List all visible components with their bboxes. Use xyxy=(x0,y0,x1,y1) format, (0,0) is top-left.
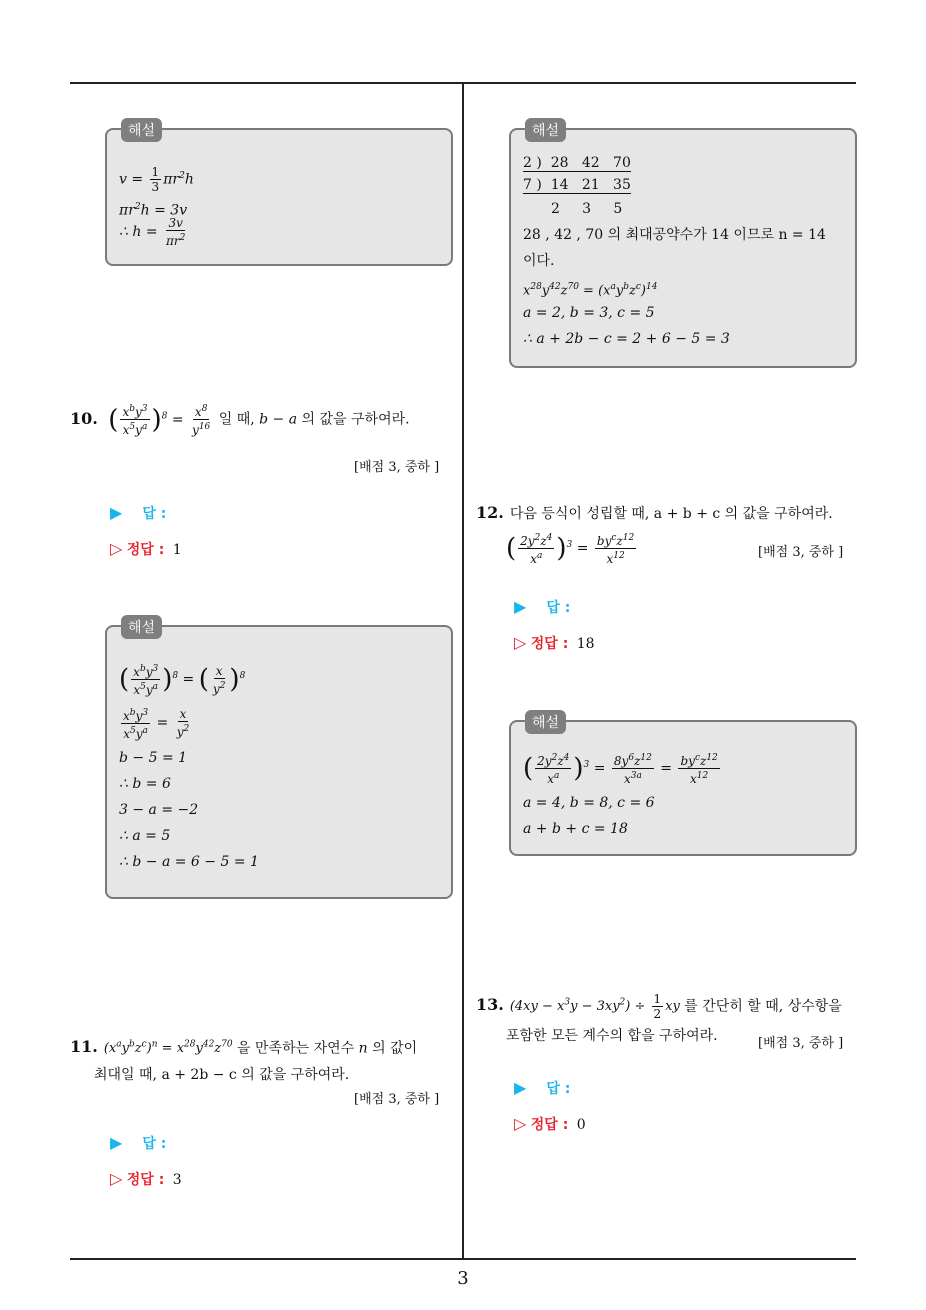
solution-line: a = 2, b = 3, c = 5 xyxy=(523,305,655,321)
correct-value: 0 xyxy=(576,1117,586,1133)
solution-line: a + b + c = 18 xyxy=(523,821,628,837)
solution-line: 이다. xyxy=(523,253,555,269)
answer-label: 답 : xyxy=(546,600,571,616)
correct-row-q13 xyxy=(514,1114,586,1134)
correct-label: 정답 : xyxy=(126,542,165,558)
solution-line: ∴ h = $\frac{3v}{\pi r^2}$ xyxy=(119,216,186,248)
solution-box-q11 xyxy=(509,123,857,368)
question-number: 10. xyxy=(70,408,98,428)
correct-label: 정답 : xyxy=(530,1117,569,1133)
outline-triangle-icon: ▷ xyxy=(110,1169,123,1188)
correct-row-q11 xyxy=(110,1169,182,1189)
solution-line: ∴ b − a = 6 − 5 = 1 xyxy=(119,854,259,870)
solution-line: ∴ b = 6 xyxy=(119,776,171,792)
division-text-1: 2 ) 28 42 70 xyxy=(523,155,631,171)
correct-row-q10 xyxy=(110,539,182,559)
question-11 xyxy=(70,1032,460,1088)
solution-tag: 해설 xyxy=(525,710,566,734)
question-text: 다음 등식이 성립할 때, a + b + c 의 값을 구하여라. xyxy=(509,506,833,522)
solution-line: 28 , 42 , 70 의 최대공약수가 14 이므로 n = 14 xyxy=(523,227,826,243)
correct-value: 1 xyxy=(172,542,182,558)
question-number: 11. xyxy=(70,1037,98,1057)
points-q10: [배점 3, 중하 ] xyxy=(354,460,440,475)
outline-triangle-icon: ▷ xyxy=(514,633,527,652)
solution-tag: 해설 xyxy=(121,118,162,142)
question-number: 12. xyxy=(476,503,504,522)
solution-tag: 해설 xyxy=(121,615,162,639)
solution-box-q10 xyxy=(105,620,453,899)
question-text: 을 만족하는 자연수 n 의 값이 xyxy=(232,1040,418,1057)
division-row-2 xyxy=(523,174,843,196)
question-text-line2: 최대일 때, a + 2b − c 의 값을 구하여라. xyxy=(94,1067,350,1084)
solution-line: v = $\frac{1}{3}$ $\pi r^2h$ xyxy=(119,165,194,195)
question-text-line2: 포함한 모든 계수의 합을 구하여라. xyxy=(506,1028,718,1045)
triangle-icon: ▶ xyxy=(110,1133,123,1152)
solution-line: ∴ a + 2b − c = 2 + 6 − 5 = 3 xyxy=(523,331,730,347)
question-number: 13. xyxy=(476,995,504,1015)
question-expr: $(x^ay^bz^c)^n = x^{28}y^{42}z^{70}$ xyxy=(103,1040,233,1057)
correct-value: 3 xyxy=(172,1172,182,1188)
correct-value: 18 xyxy=(576,636,595,652)
answer-row-q13 xyxy=(514,1078,570,1098)
question-text: 일 때, b − a 의 값을 구하여라. xyxy=(218,411,410,428)
points-q13: [배점 3, 중하 ] xyxy=(758,1036,844,1051)
solution-line: 3 − a = −2 xyxy=(119,802,199,818)
answer-label: 답 : xyxy=(546,1081,571,1097)
answer-row-q12 xyxy=(514,597,570,617)
correct-label: 정답 : xyxy=(126,1172,165,1188)
solution-box-q12 xyxy=(509,715,857,856)
question-expr: $(4xy - x^3y - 3xy^2)$ ÷ $\frac{1}{2}$ xy xyxy=(509,992,680,1022)
solution-line: b − 5 = 1 xyxy=(119,750,188,766)
question-10 xyxy=(70,402,460,437)
division-text-2: 7 ) 14 21 35 xyxy=(523,177,631,193)
question-equation: ( $\frac{2y^2z^4}{x^a}$ )$^3$ = $\frac{by^cz^{12}}{x^{12}}$ xyxy=(506,533,635,566)
column-divider xyxy=(462,82,464,1260)
points-q12: [배점 3, 중하 ] xyxy=(758,545,844,560)
solution-line: ( $\frac{2y^2z^4}{x^a}$ )$^3$ = $\frac{8y^6z^{12}}{x^{3a}}$ = $\frac{by^cz^{12}}{x^{12}}$ xyxy=(523,753,718,787)
solution-line: a = 4, b = 8, c = 6 xyxy=(523,795,655,811)
solution-tag: 해설 xyxy=(525,118,566,142)
solution-box-q9 xyxy=(105,123,453,266)
outline-triangle-icon: ▷ xyxy=(110,539,123,558)
division-row-3: 2 3 5 xyxy=(551,201,623,217)
bottom-rule xyxy=(70,1258,856,1260)
triangle-icon: ▶ xyxy=(514,597,527,616)
answer-row-q11 xyxy=(110,1133,166,1153)
question-expr: ( $\frac{x^by^3}{x^5y^a}$ )$^8$ = $\frac{x^8}{y^{16}}$ xyxy=(108,404,211,437)
correct-label: 정답 : xyxy=(530,636,569,652)
answer-label: 답 : xyxy=(142,506,167,522)
points-q11: [배점 3, 중하 ] xyxy=(354,1092,440,1107)
answer-row-q10 xyxy=(110,503,166,523)
question-text: 를 간단히 할 때, 상수항을 xyxy=(679,998,842,1015)
triangle-icon: ▶ xyxy=(514,1078,527,1097)
solution-line: $\frac{x^by^3}{x^5y^a}$ = $\frac{x}{y^2}$ xyxy=(123,707,190,741)
answer-label: 답 : xyxy=(142,1136,167,1152)
solution-line: ( $\frac{x^by^3}{x^5y^a}$ )$^8$ = ( $\frac{x}{y^2}$ )$^8$ xyxy=(119,663,246,698)
outline-triangle-icon: ▷ xyxy=(514,1114,527,1133)
solution-line: $\pi r^2h = 3v$ xyxy=(119,202,188,219)
solution-line: $x^{28}y^{42}z^{70} = (x^ay^bz^c)^{14}$ xyxy=(523,282,658,299)
triangle-icon: ▶ xyxy=(110,503,123,522)
page-number: 3 xyxy=(457,1268,469,1289)
solution-line: ∴ a = 5 xyxy=(119,828,171,844)
division-row-1 xyxy=(523,152,843,174)
correct-row-q12 xyxy=(514,633,595,653)
